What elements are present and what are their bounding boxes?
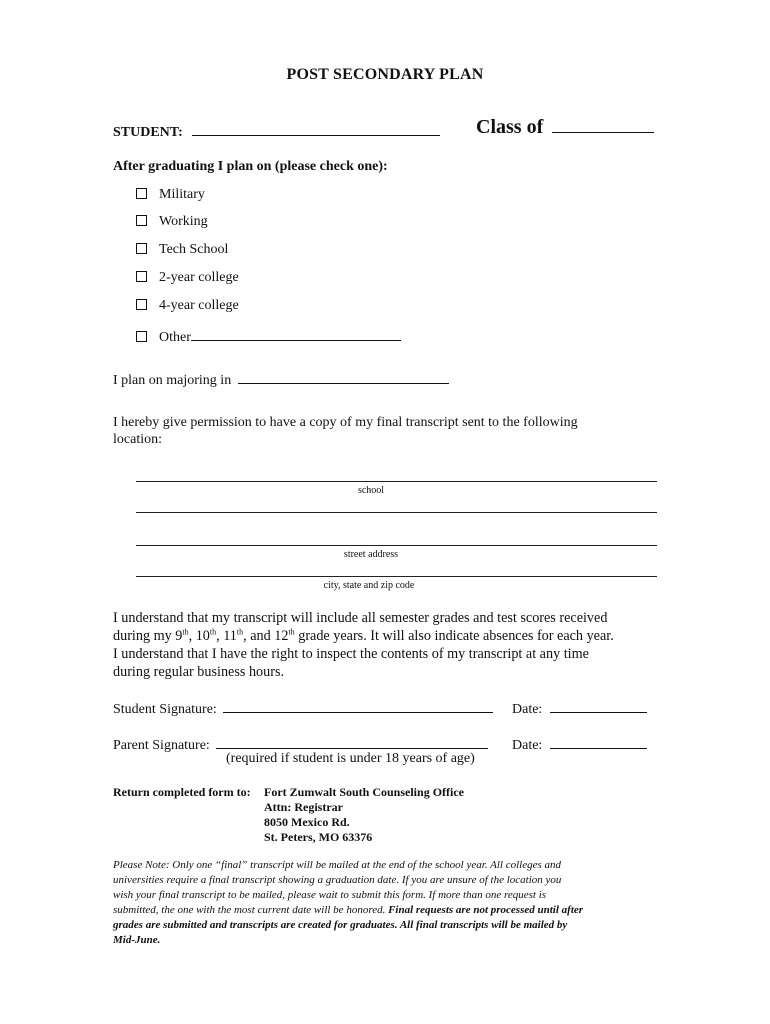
school-line[interactable]: [136, 481, 657, 482]
date-label: Date:: [512, 702, 543, 717]
option-label: Other: [159, 330, 191, 345]
understanding-paragraph: [113, 609, 658, 681]
major-field[interactable]: [238, 369, 449, 384]
address-line: St. Peters, MO 63376: [264, 830, 373, 844]
date-label: Date:: [512, 738, 543, 753]
school-caption: school: [357, 485, 385, 496]
checkbox-icon[interactable]: [136, 299, 147, 310]
option-working[interactable]: [136, 214, 208, 230]
student-signature-row: [113, 698, 493, 718]
permission-line-1: I hereby give permission to have a copy of my final transcript sent to the following: [113, 415, 578, 430]
option-label: Tech School: [159, 242, 229, 257]
return-address: [264, 785, 464, 845]
note-line-3: wish your final transcript to be mailed, please wait to submit this form. If more than one request is: [113, 889, 547, 901]
parent-signature-label: Parent Signature:: [113, 738, 210, 753]
parent-signature-field[interactable]: [216, 734, 488, 749]
student-row: [113, 121, 440, 141]
address-line: 8050 Mexico Rd.: [264, 815, 350, 829]
street-caption: street address: [343, 549, 399, 560]
option-label: 2-year college: [159, 270, 239, 285]
school-line-2[interactable]: [136, 512, 657, 513]
class-of-row: [476, 116, 654, 139]
checkbox-icon[interactable]: [136, 243, 147, 254]
understand-line-2: during my 9th, 10th, 11th, and 12th grade years. It will also indicate absences for each year.: [113, 627, 614, 644]
other-field[interactable]: [191, 326, 401, 341]
understand-line-1: I understand that my transcript will include all semester grades and test scores received: [113, 610, 608, 626]
checkbox-icon[interactable]: [136, 331, 147, 342]
note-line-5: grades are submitted and transcripts are created for graduates. All final transcripts will be mailed by: [113, 919, 568, 931]
plan-prompt: After graduating I plan on (please check one):: [113, 159, 388, 174]
please-note: [113, 858, 661, 948]
option-label: Working: [159, 214, 208, 229]
city-caption: city, state and zip code: [323, 580, 415, 591]
checkbox-icon[interactable]: [136, 215, 147, 226]
parent-signature-note: (required if student is under 18 years of age): [226, 751, 475, 766]
permission-text: [113, 414, 578, 448]
major-row: [113, 369, 449, 389]
option-military[interactable]: [136, 187, 205, 203]
option-4-year-college[interactable]: [136, 298, 239, 314]
student-label: STUDENT:: [113, 125, 183, 140]
street-line[interactable]: [136, 545, 657, 546]
class-year-field[interactable]: [552, 116, 654, 133]
option-other[interactable]: [136, 326, 401, 346]
page-title: POST SECONDARY PLAN: [286, 66, 484, 83]
address-line: Fort Zumwalt South Counseling Office: [264, 785, 465, 799]
parent-date-row: [512, 734, 647, 754]
note-line-4: submitted, the one with the most current date will be honored. Final requests are not processed until after: [113, 904, 584, 916]
understand-line-4: during regular business hours.: [113, 664, 285, 680]
student-signature-field[interactable]: [223, 698, 493, 713]
address-line: Attn: Registrar: [264, 800, 343, 814]
note-line-1: Please Note: Only one “final” transcript will be mailed at the end of the school year. All colleges and: [113, 859, 561, 871]
class-of-label: Class of: [476, 116, 544, 138]
checkbox-icon[interactable]: [136, 188, 147, 199]
major-label: I plan on majoring in: [113, 373, 232, 388]
parent-date-field[interactable]: [550, 734, 647, 749]
student-name-field[interactable]: [192, 121, 440, 136]
student-date-row: [512, 698, 647, 718]
note-line-6: Mid-June.: [113, 934, 161, 946]
return-label: Return completed form to:: [113, 785, 251, 799]
option-label: 4-year college: [159, 298, 239, 313]
option-2-year-college[interactable]: [136, 270, 239, 286]
option-tech-school[interactable]: [136, 242, 228, 258]
checkbox-icon[interactable]: [136, 271, 147, 282]
student-signature-label: Student Signature:: [113, 702, 217, 717]
city-line[interactable]: [136, 576, 657, 577]
student-date-field[interactable]: [550, 698, 647, 713]
understand-line-3: I understand that I have the right to inspect the contents of my transcript at any time: [113, 646, 589, 662]
option-label: Military: [159, 187, 205, 202]
note-line-2: universities require a final transcript showing a graduation date. If you are unsure of the location you: [113, 874, 562, 886]
permission-line-2: location:: [113, 432, 162, 447]
